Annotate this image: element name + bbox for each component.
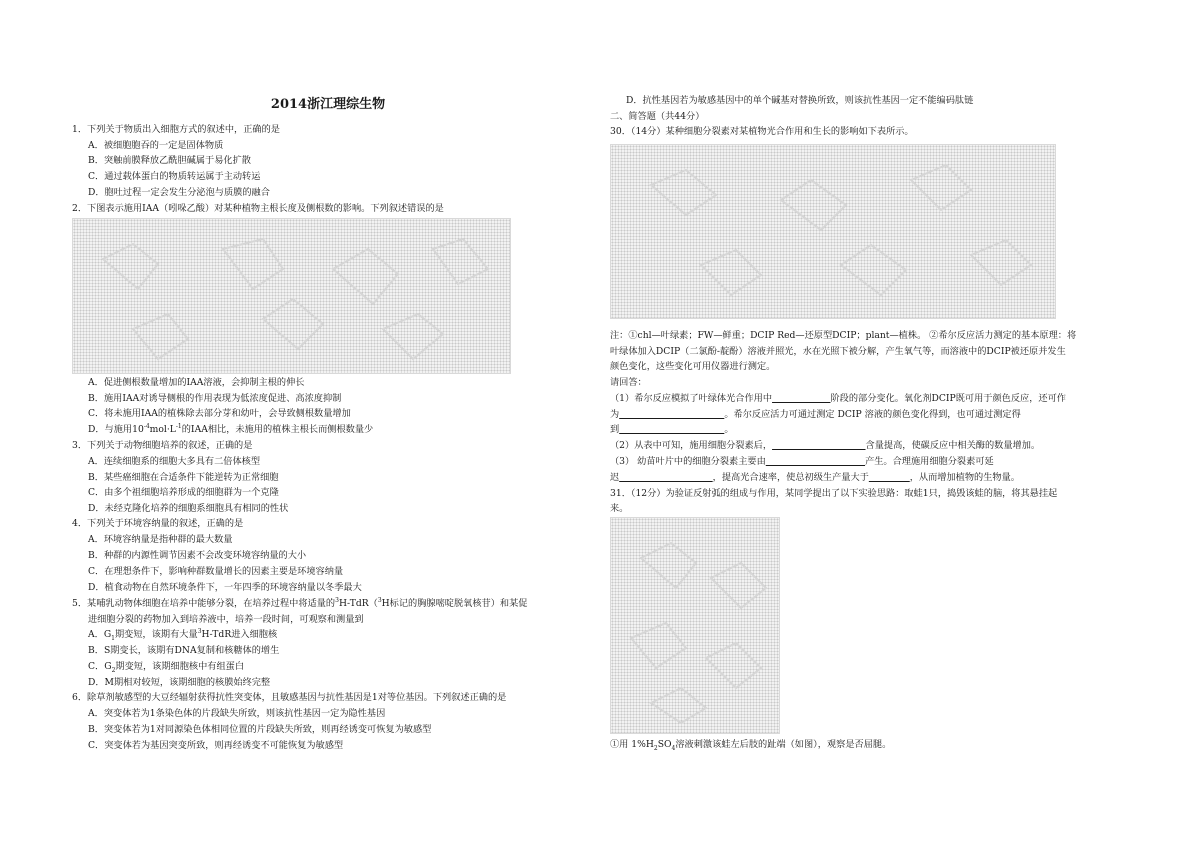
q5-option-a: A．$G_1$期变短，该期有大量$^3$H-TdR进入细胞核: [88, 627, 278, 642]
q30-part1-line1: （1）希尔反应模拟了叶绿体光合作用中 阶段的部分变化。氧化剂DCIP既可用于颜色反应，还可作: [610, 393, 1066, 404]
q30-stem: 30．（14分）某种细胞分裂素对某植物光合作用和生长的影响如下表所示。: [610, 126, 914, 137]
q2-option-c: C．将未施用IAA的植株除去部分芽和幼叶，会导致侧根数量增加: [88, 408, 351, 419]
q5-option-b: B．S期变长，该期有DNA复制和核糖体的增生: [88, 645, 280, 656]
q1-option-d: D．胞吐过程一定会发生分泌泡与质膜的融合: [88, 187, 270, 198]
q30-note-line1: 注：①chl—叶绿素；FW—鲜重；DCIP Red—还原型DCIP；plant—植株。 ②希尔反应活力测定的基本原理：将: [610, 330, 1077, 341]
q2-option-d: D．与施用$10^{-4}mol\cdot L^{-1}$的IAA相比，未施用的植株主根长而侧根数量少: [88, 422, 374, 435]
q30-part1-line3: 到 。: [610, 424, 734, 435]
q30-part2: （2）从表中可知，施用细胞分裂素后， 含量提高，使碳反应中相关酶的数量增加。: [610, 440, 1041, 451]
q30-part3-line2: 迟 ，提高光合速率，使总初级生产量大于 ，从而增加植物的生物量。: [610, 472, 1020, 483]
watermark-pattern: [73, 219, 510, 373]
q5-stem-line2: 进细胞分裂的药物加入到培养液中，培养一段时间，可观察和测量到: [88, 614, 364, 625]
q6-option-d: D．抗性基因若为敏感基因中的单个碱基对替换所致，则该抗性基因一定不能编码肽链: [626, 95, 974, 106]
q4-option-c: C．在理想条件下，影响种群数量增长的因素主要是环境容纳量: [88, 566, 344, 577]
q4-stem: 4．下列关于环境容纳量的叙述，正确的是: [72, 518, 244, 529]
page-title: 2014浙江理综生物: [270, 97, 386, 112]
watermark-pattern: [611, 145, 1055, 318]
q2-figure-placeholder: [72, 218, 511, 374]
q5-option-d: D．M期相对较短，该期细胞的核膜始终完整: [88, 677, 271, 688]
q1-stem: 1．下列关于物质出入细胞方式的叙述中，正确的是: [72, 124, 280, 135]
q30-note-line3: 颜色变化，这些变化可用仪器进行测定。: [610, 361, 776, 372]
q2-option-b: B．施用IAA对诱导侧根的作用表现为低浓度促进、高浓度抑制: [88, 393, 342, 404]
q5-stem-line1: 5．某哺乳动物体细胞在培养中能够分裂，在培养过程中将适量的$^3$H-TdR（$^3$H标记的胸腺嘧啶脱氧核苷）和某促: [72, 596, 528, 609]
q3-stem: 3．下列关于动物细胞培养的叙述，正确的是: [72, 440, 253, 451]
q1-option-a: A．被细胞胞吞的一定是固体物质: [88, 140, 224, 151]
q30-note-line2: 叶绿体加入DCIP（二氯酚-靛酚）溶液并照光，水在光照下被分解，产生氧气等，而溶液中的DCIP被还原并发生: [610, 346, 1066, 357]
q2-option-a: A．促进侧根数量增加的IAA溶液，会抑制主根的伸长: [88, 377, 305, 388]
q30-part1-line2: 为 。希尔反应活力可通过测定 DCIP 溶液的颜色变化得到，也可通过测定得: [610, 409, 1021, 420]
q3-option-c: C．由多个祖细胞培养形成的细胞群为一个克隆: [88, 487, 279, 498]
q4-option-b: B．种群的内源性调节因素不会改变环境容纳量的大小: [88, 550, 307, 561]
watermark-pattern: [611, 518, 779, 733]
q6-option-b: B．突变体若为1对同源染色体相同位置的片段缺失所致，则再经诱变可恢复为敏感型: [88, 724, 432, 735]
q3-option-d: D．未经克隆化培养的细胞系细胞具有相同的性状: [88, 503, 289, 514]
q6-stem: 6．除草剂敏感型的大豆经辐射获得抗性突变体，且敏感基因与抗性基因是1对等位基因。下列叙述正确的是: [72, 692, 507, 703]
q6-option-c: C．突变体若为基因突变所致，则再经诱变不可能恢复为敏感型: [88, 740, 344, 751]
q31-figure-placeholder: [610, 517, 780, 734]
q3-option-b: B．某些癌细胞在合适条件下能逆转为正常细胞: [88, 472, 279, 483]
q1-option-b: B．突触前膜释放乙酰胆碱属于易化扩散: [88, 155, 251, 166]
q30-table-placeholder: [610, 144, 1056, 319]
q31-stem-line1: 31．（12分）为验证反射弧的组成与作用，某同学提出了以下实验思路：取蛙1只，捣毁该蛙的脑，将其悬挂起: [610, 488, 1058, 499]
q5-option-c: C．$G_2$期变短，该期细胞核中有组蛋白: [88, 661, 245, 674]
q31-stem-line2: 来。: [610, 503, 629, 514]
q4-option-a: A．环境容纳量是指种群的最大数量: [88, 534, 233, 545]
q6-option-a: A．突变体若为1条染色体的片段缺失所致，则该抗性基因一定为隐性基因: [88, 708, 386, 719]
q1-option-c: C．通过载体蛋白的物质转运属于主动转运: [88, 171, 261, 182]
q2-stem: 2．下图表示施用IAA（吲哚乙酸）对某种植物主根长度及侧根数的影响。下列叙述错误的是: [72, 203, 444, 214]
q31-item-1: ①用 $1\%H_2SO_4$溶液刺激该蛙左后肢的趾端（如图），观察是否屈腿。: [610, 739, 892, 752]
q3-option-a: A．连续细胞系的细胞大多具有二倍体核型: [88, 456, 261, 467]
q30-ask: 请回答：: [610, 377, 647, 388]
q30-part3-line1: （3） 幼苗叶片中的细胞分裂素主要由 产生。合理施用细胞分裂素可延: [610, 456, 994, 467]
q4-option-d: D．植食动物在自然环境条件下，一年四季的环境容纳量以冬季最大: [88, 582, 362, 593]
section-heading-short-answer: 二、简答题（共44分）: [610, 111, 705, 122]
